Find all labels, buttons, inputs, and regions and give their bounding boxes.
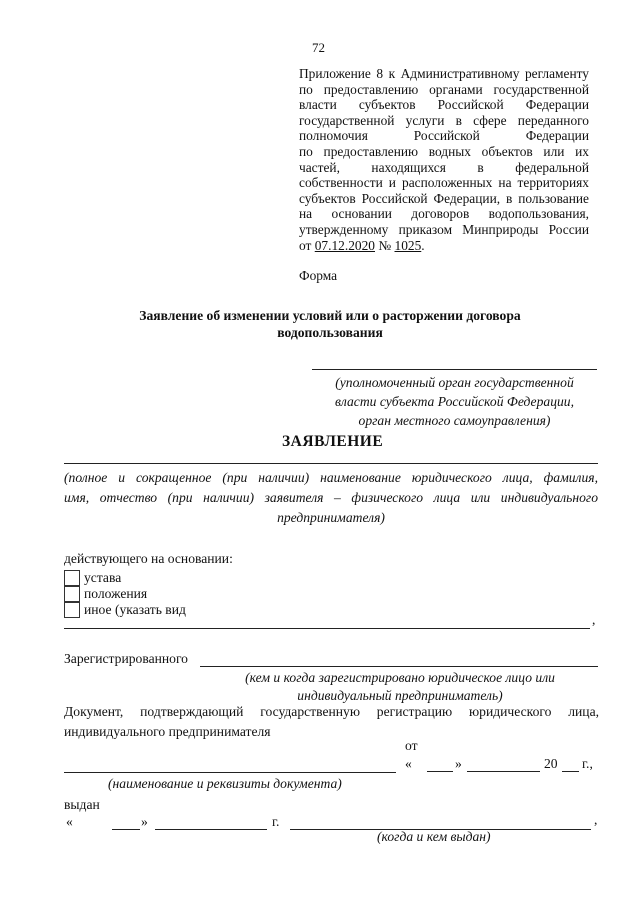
authority-note-line-3: орган местного самоуправления) — [358, 413, 551, 428]
basis-checkbox-regulation[interactable] — [64, 586, 80, 602]
registered-note-line-1: (кем и когда зарегистрировано юридическое лицо или — [245, 670, 555, 685]
year-field-line[interactable] — [562, 771, 579, 772]
issued-note: (когда и кем выдан) — [377, 829, 491, 844]
applicant-note-line-1: (полное и сокращенное (при наличии) наименование юридического лица, фамилия, — [64, 470, 598, 485]
day-field-line[interactable] — [427, 771, 453, 772]
title-line-1: Заявление об изменении условий или о расторжении договора — [139, 308, 521, 323]
month-field-line[interactable] — [467, 771, 540, 772]
year-suffix: г., — [582, 756, 593, 771]
registration-document-text — [64, 702, 599, 742]
appendix-block — [299, 66, 589, 253]
document-note: (наименование и реквизиты документа) — [108, 776, 342, 791]
order-prefix: от — [299, 237, 312, 253]
applicant-note-line-3: предпринимателя) — [277, 510, 385, 525]
basis-checkbox-other[interactable] — [64, 602, 80, 618]
authority-field-line[interactable] — [312, 369, 597, 370]
comma-mark: , — [592, 612, 596, 627]
authority-note — [312, 373, 597, 430]
appendix-line: государственной услуги в сфере переданного — [299, 112, 589, 128]
acting-basis-label: действующего на основании: — [64, 551, 233, 566]
title-line-2: водопользования — [277, 325, 383, 340]
appendix-line: утвержденному приказом Минприроды России — [299, 221, 589, 237]
heading: ЗАЯВЛЕНИЕ — [282, 433, 384, 450]
appendix-line: власти субъектов Российской Федерации — [299, 97, 589, 113]
appendix-line: собственности и расположенных на территориях — [299, 175, 589, 191]
order-suffix: . — [421, 237, 425, 253]
doc-text-line-2: индивидуального предпринимателя — [64, 724, 271, 739]
document-name-field-line[interactable] — [64, 772, 396, 773]
order-number: 1025 — [394, 237, 422, 253]
appendix-order-line — [299, 238, 589, 254]
issued-day-field-line[interactable] — [112, 829, 140, 830]
applicant-note — [64, 468, 598, 528]
issued-label: выдан — [64, 797, 100, 812]
registered-field-line[interactable] — [200, 666, 598, 667]
basis-label-charter: устава — [84, 570, 122, 585]
basis-label-other: иное (указать вид — [84, 602, 186, 617]
registered-label: Зарегистрированного — [64, 651, 188, 666]
year-prefix: 20 — [544, 756, 558, 771]
appendix-line: по предоставлению водных объектов или их — [299, 143, 589, 159]
appendix-line: полномочия Российской Федерации — [299, 128, 589, 144]
quote-open: « — [405, 756, 412, 771]
issued-quote-open: « — [66, 814, 73, 829]
authority-note-line-1: (уполномоченный орган государственной — [335, 375, 574, 390]
registered-note — [200, 669, 600, 705]
form-label: Форма — [299, 268, 338, 283]
document-title — [60, 307, 600, 341]
authority-note-line-2: власти субъекта Российской Федерации, — [335, 394, 574, 409]
other-basis-field-line[interactable] — [64, 628, 590, 629]
appendix-line: Приложение 8 к Административному регламенту — [299, 66, 589, 81]
page-number: 72 — [312, 40, 325, 55]
applicant-note-line-2: имя, отчество (при наличии) заявителя – физического лица или индивидуального — [64, 490, 598, 505]
basis-label-regulation: положения — [84, 586, 148, 601]
registered-note-line-2: индивидуальный предприниматель) — [297, 688, 503, 703]
basis-checkbox-charter[interactable] — [64, 570, 80, 586]
issued-month-year-field-line[interactable] — [155, 829, 267, 830]
order-number-sign: № — [378, 237, 392, 253]
doc-text-line-1: Документ, подтверждающий государственную регистрацию юридического лица, — [64, 704, 599, 719]
appendix-line: субъектов Российской Федерации, в пользование — [299, 190, 589, 206]
date-from-label: от — [405, 738, 418, 753]
issued-comma-mark: , — [594, 812, 598, 827]
applicant-field-line[interactable] — [64, 463, 598, 464]
appendix-line: частей, находящихся в федеральной — [299, 159, 589, 175]
appendix-line: по предоставлению органами государственной — [299, 81, 589, 97]
order-date: 07.12.2020 — [314, 237, 375, 253]
issued-year-suffix: г. — [272, 814, 280, 829]
issued-quote-close: » — [141, 814, 148, 829]
appendix-line: на основании договоров водопользования, — [299, 206, 589, 222]
quote-close: » — [455, 756, 462, 771]
